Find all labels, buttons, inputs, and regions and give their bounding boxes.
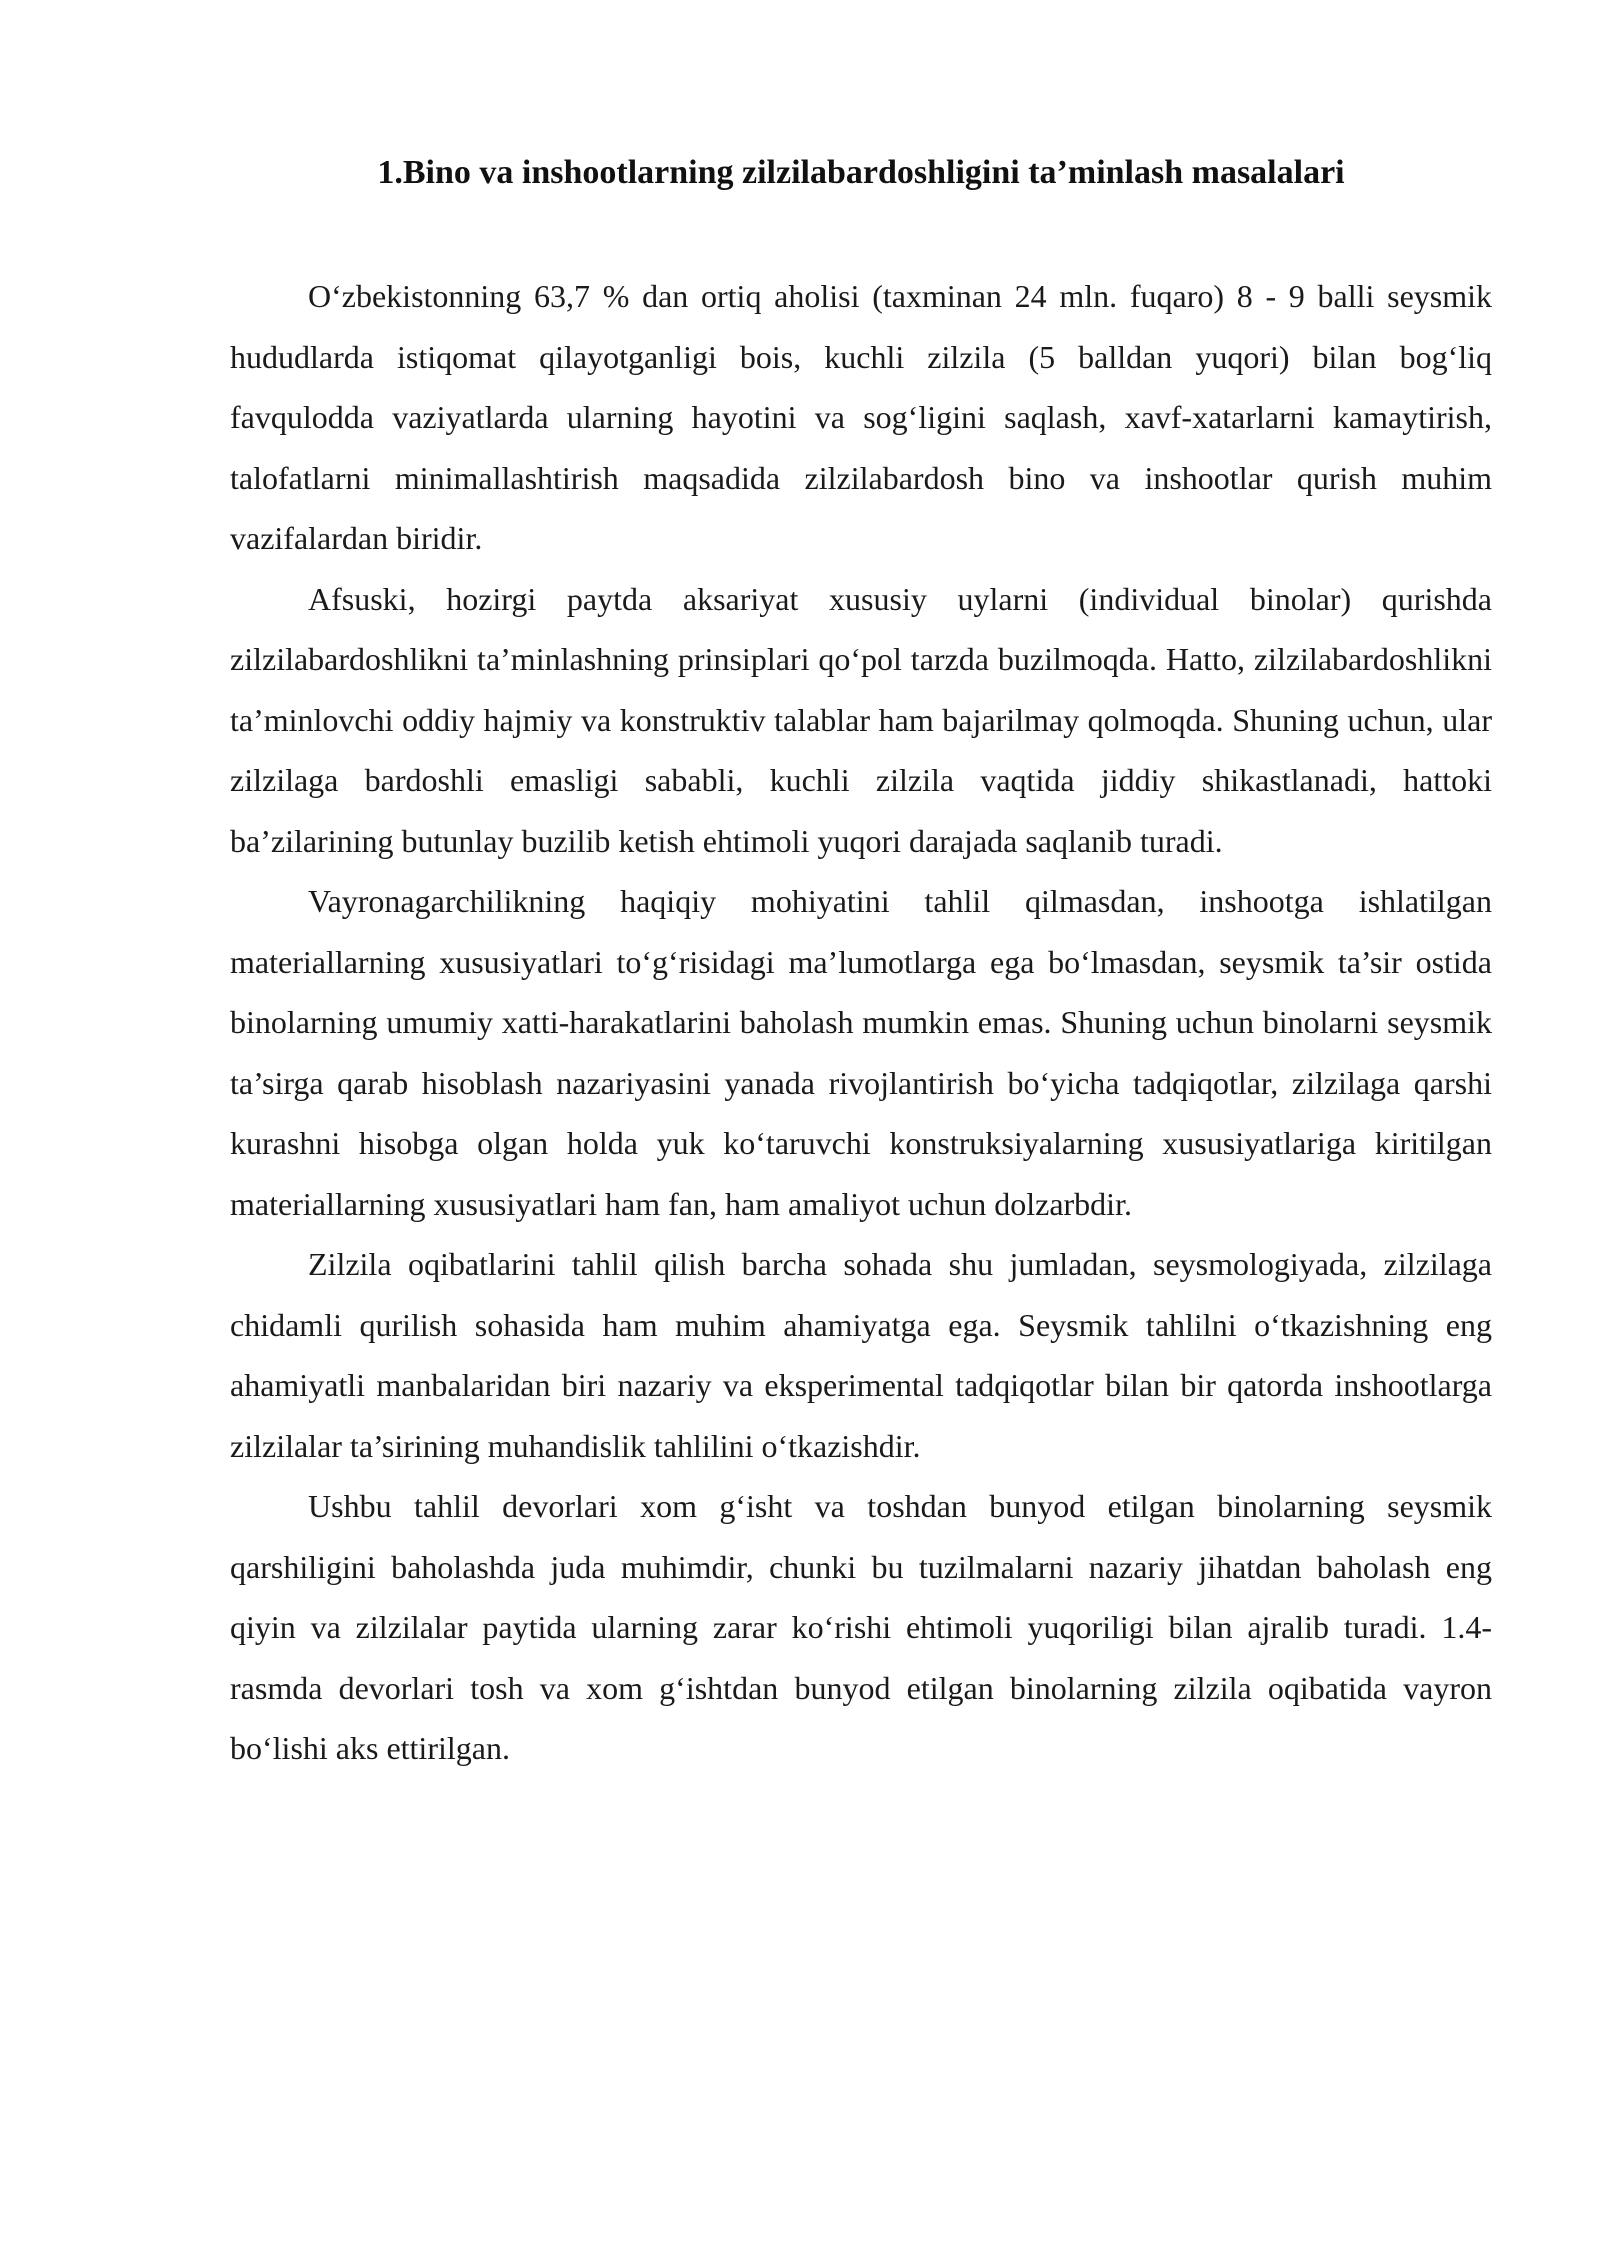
document-body xyxy=(230,266,1492,1779)
document-title: 1.Bino va inshootlarning zilzilabardoshligini ta’minlash masalalari xyxy=(377,154,1345,191)
paragraph: Ushbu tahlil devorlari xom g‘isht va toshdan bunyod etilgan binolarning seysmik qarshiligini baholashda juda muhimdir, chunki bu tuzilmalarni nazariy jihatdan baholash eng qiyin va zilzilalar paytida ularning zarar ko‘rishi ehtimoli yuqoriligi bilan ajralib turadi. 1.4-rasmda devorlari tosh va xom g‘ishtdan bunyod etilgan binolarning zilzila oqibatida vayron bo‘lishi aks ettirilgan. xyxy=(230,1488,1492,1766)
paragraph: Vayronagarchilikning haqiqiy mohiyatini tahlil qilmasdan, inshootga ishlatilgan materiallarning xususiyatlari to‘g‘risidagi ma’lumotlarga ega bo‘lmasdan, seysmik ta’sir ostida binolarning umumiy xatti-harakatlarini baholash mumkin emas. Shuning uchun binolarni seysmik ta’sirga qarab hisoblash nazariyasini yanada rivojlantirish bo‘yicha tadqiqotlar, zilzilaga qarshi kurashni hisobga olgan holda yuk ko‘taruvchi konstruksiyalarning xususiyatlariga kiritilgan materiallarning xususiyatlari ham fan, ham amaliyot uchun dolzarbdir. xyxy=(230,883,1492,1222)
paragraph: Zilzila oqibatlarini tahlil qilish barcha sohada shu jumladan, seysmologiyada, zilzilaga chidamli qurilish sohasida ham muhim ahamiyatga ega. Seysmik tahlilni o‘tkazishning eng ahamiyatli manbalaridan biri nazariy va eksperimental tadqiqotlar bilan bir qatorda inshootlarga zilzilalar ta’sirining muhandislik tahlilini o‘tkazishdir. xyxy=(230,1246,1492,1464)
paragraph: Afsuski, hozirgi paytda aksariyat xususiy uylarni (individual binolar) qurishda zilzilabardoshlikni ta’minlashning prinsiplari qo‘pol tarzda buzilmoqda. Hatto, zilzilabardoshlikni ta’minlovchi oddiy hajmiy va konstruktiv talablar ham bajarilmay qolmoqda. Shuning uchun, ular zilzilaga bardoshli emasligi sababli, kuchli zilzila vaqtida jiddiy shikastlanadi, hattoki ba’zilarining butunlay buzilib ketish ehtimoli yuqori darajada saqlanib turadi. xyxy=(230,580,1492,859)
paragraph: O‘zbekistonning 63,7 % dan ortiq aholisi (taxminan 24 mln. fuqaro) 8 - 9 balli seysmik hududlarda istiqomat qilayotganligi bois, kuchli zilzila (5 balldan yuqori) bilan bog‘liq favqulodda vaziyatlarda ularning hayotini va sog‘ligini saqlash, xavf-xatarlarni kamaytirish, talofatlarni minimallashtirish maqsadida zilzilabardosh bino va inshootlar qurish muhim vazifalardan biridir. xyxy=(230,278,1492,556)
